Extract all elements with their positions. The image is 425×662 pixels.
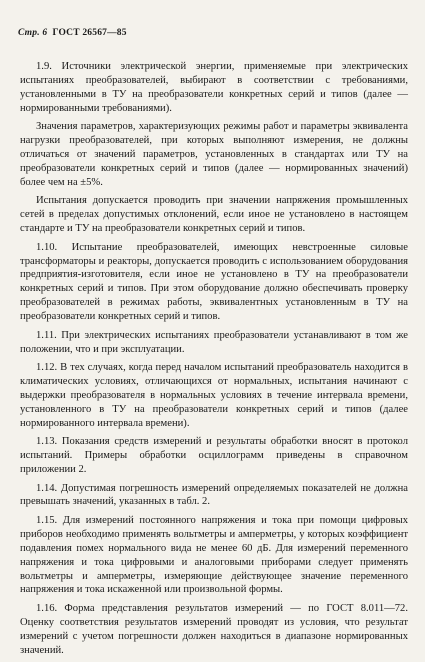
page-header <box>18 28 127 38</box>
paragraph-network-voltage: Испытания допускается проводить при значении напряжения промышленных сетей в пределах допустимых отклонений, если иное не установлено в настоящем стандарте и ТУ на преобразователи конкретных серий и типов. <box>20 195 408 235</box>
paragraph-1-13: 1.13. Показания средств измерений и результаты обработки вносят в протокол испытаний. Примеры обработки осциллограмм приведены в справочном приложении 2. <box>20 436 408 476</box>
document-body <box>20 60 408 662</box>
paragraph-parameters: Значения параметров, характеризующих режимы работ и параметры эквивалента нагрузки преобразователей, при которых выполняют измерения, не должны отличаться от значений параметров, установленных в стандартах или ТУ на преобразователи конкретных серий и типов (далее — нормированных значений) более чем на ±5%. <box>20 121 408 188</box>
paragraph-1-16: 1.16. Форма представления результатов измерений — по ГОСТ 8.011—72. Оценку соответствия результатов измерений проводят из условия, что результат измерений с учетом погрешности должен находиться в диапазоне нормированных значений. <box>20 602 408 656</box>
paragraph-1-14: 1.14. Допустимая погрешность измерений определяемых показателей не должна превышать значений, указанных в табл. 2. <box>20 482 408 508</box>
paragraph-1-9: 1.9. Источники электрической энергии, применяемые при электрических испытаниях преобразователей, выбирают в соответствии с требованиями, установленными в ТУ на преобразователи конкретных серий и типов (далее — нормированными требованиями). <box>20 61 408 114</box>
page-number: Стр. 6 <box>18 28 48 38</box>
paragraph-1-11: 1.11. При электрических испытаниях преобразователи устанавливают в том же положении, что и при эксплуатации. <box>20 329 408 355</box>
paragraph-1-12: 1.12. В тех случаях, когда перед началом испытаний преобразователь находится в климатических условиях, отличающихся от нормальных, испытания начинают с выдержки преобразователя в нормальных условиях в течение интервала времени, установленного в ТУ на преобразователи конкретных серий и типов (далее нормированного интервала времени). <box>20 362 408 429</box>
standard-id: ГОСТ 26567—85 <box>52 28 127 38</box>
paragraph-1-10: 1.10. Испытание преобразователей, имеющих невстроенные силовые трансформаторы и реакторы, допускается проводить с использованием оборудования предприятия-изготовителя, если иное не установлено в ТУ на преобразователи конкретных серий и типов. При этом оборудование должно обеспечивать проверку преобразователей в режимах работы, эквивалентных установленным в ТУ на преобразователи конкретных серий и типов. <box>20 241 408 323</box>
paragraph-1-15: 1.15. Для измерений постоянного напряжения и тока при помощи цифровых приборов необходимо применять вольтметры и амперметры, у которых коэффициент подавления помех нормального вида не менее 60 дБ. Для измерений переменного напряжения и тока цифровыми и аналоговыми приборами следует применять вольтметры и амперметры, измеряющие действующее значение переменного напряжения и тока искаженной или произвольной формы. <box>20 514 408 596</box>
